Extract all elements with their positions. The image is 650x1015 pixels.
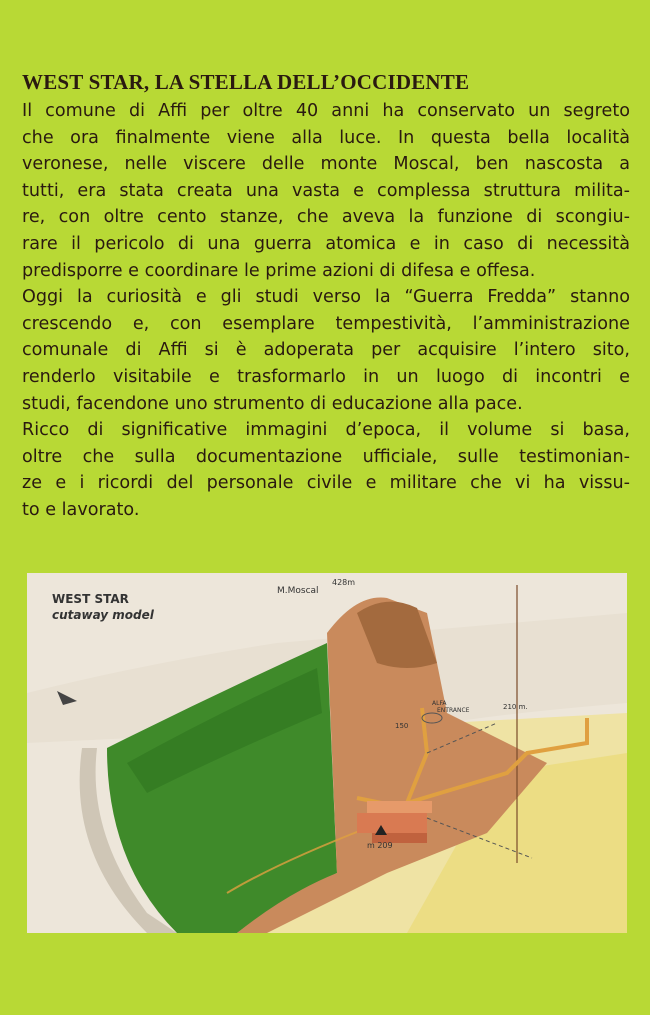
peak-label: M.Moscal bbox=[277, 586, 319, 596]
body-line: renderlo visitabile e trasformarlo in un luogo di incontri e bbox=[22, 366, 630, 387]
height-label: 210 m. bbox=[503, 703, 528, 711]
depth-label: 150 bbox=[395, 722, 409, 730]
entrance-label-2: ENTRANCE bbox=[437, 707, 470, 714]
body-line: ze e i ricordi del personale civile e militare che vi ha vissu- bbox=[22, 473, 630, 494]
figure-title-line1: WEST STAR bbox=[52, 592, 129, 606]
body-line: comunale di Affi si è adoperata per acquisire l’intero sito, bbox=[22, 340, 630, 361]
body-line: re, con oltre cento stanze, che aveva la funzione di scongiu- bbox=[22, 207, 630, 228]
body-line: oltre che sulla documentazione ufficiale, sulle testimonian- bbox=[22, 446, 630, 467]
body-line: veronese, nelle viscere delle monte Moscal, ben nascosta a bbox=[22, 154, 630, 175]
body-line: studi, facendone uno strumento di educazione alla pace. bbox=[22, 393, 523, 414]
base-label: m 209 bbox=[367, 841, 393, 850]
article-title: WEST STAR, LA STELLA DELL’OCCIDENTE bbox=[22, 70, 470, 94]
body-line: rare il pericolo di una guerra atomica e in caso di necessità bbox=[22, 233, 630, 254]
peak-height-label: 428m bbox=[332, 578, 356, 587]
cutaway-drawing bbox=[27, 573, 627, 933]
body-line: to e lavorato. bbox=[22, 499, 140, 520]
bunker-block bbox=[357, 813, 427, 833]
figure-title-line2: cutaway model bbox=[52, 608, 154, 622]
body-line: tutti, era stata creata una vasta e complessa struttura milita- bbox=[22, 180, 630, 201]
body-line: predisporre e coordinare le prime azioni di difesa e offesa. bbox=[22, 260, 536, 281]
article-body bbox=[22, 98, 630, 524]
body-line: che ora finalmente viene alla luce. In questa bella località bbox=[22, 127, 630, 148]
body-line: Oggi la curiosità e gli studi verso la “Guerra Fredda” stanno bbox=[22, 287, 630, 308]
entrance-label-1: ALFA bbox=[432, 700, 447, 707]
body-line: crescendo e, con esemplare tempestività, l’amministrazione bbox=[22, 313, 630, 334]
cutaway-illustration bbox=[27, 573, 627, 933]
body-line: Ricco di significative immagini d’epoca, il volume si basa, bbox=[22, 420, 630, 441]
body-line: Il comune di Affi per oltre 40 anni ha conservato un segreto bbox=[22, 101, 630, 121]
